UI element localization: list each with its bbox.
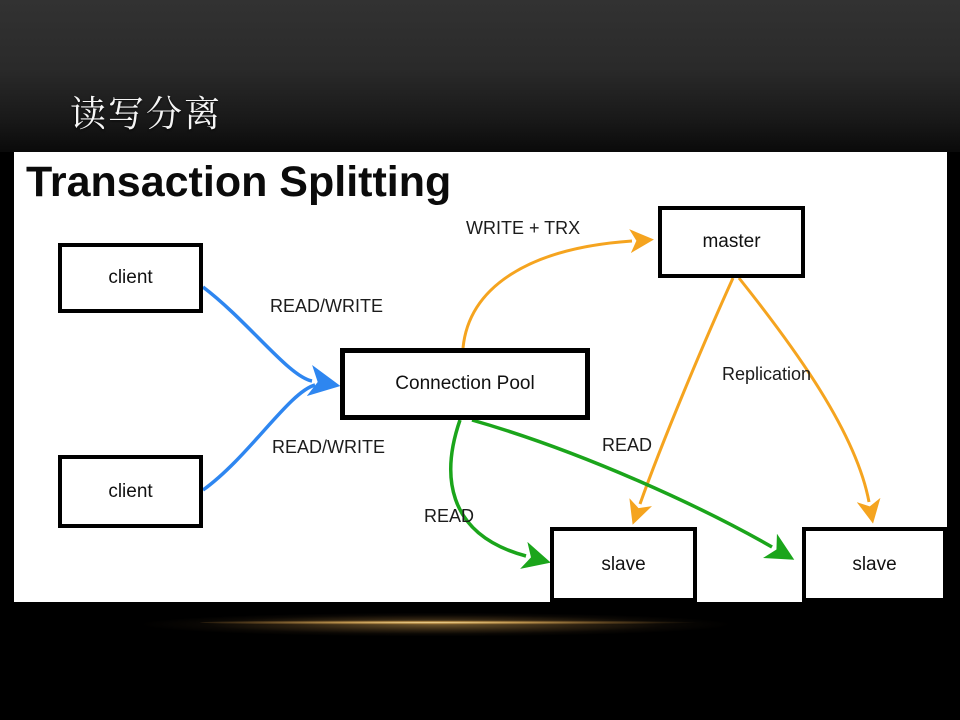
label-replication: Replication xyxy=(722,364,812,384)
edge-master-to-slave-right xyxy=(739,278,869,502)
node-client-bottom xyxy=(58,455,203,528)
diagram-title: Transaction Splitting xyxy=(26,158,452,206)
label-read-write-top: READ/WRITE xyxy=(270,296,384,316)
edge-pool-to-master xyxy=(463,241,632,348)
label-read-right: READ xyxy=(602,435,653,455)
node-slave-right xyxy=(802,527,947,602)
label-read-left: READ xyxy=(424,506,475,526)
node-slave-right-label: slave xyxy=(852,553,897,575)
node-client-top-label: client xyxy=(108,267,153,288)
node-slave-left-label: slave xyxy=(601,553,646,575)
node-slave-left xyxy=(550,527,697,602)
label-read-write-bottom: READ/WRITE xyxy=(272,437,386,457)
label-write-trx: WRITE + TRX xyxy=(466,218,581,238)
bottom-glow-line xyxy=(200,620,780,625)
slide-title: 读写分离 xyxy=(70,93,223,134)
node-master xyxy=(658,206,805,278)
edge-pool-to-slave-left xyxy=(451,420,526,556)
node-client-top xyxy=(58,243,203,313)
diagram-panel xyxy=(14,152,947,602)
node-client-bottom-label: client xyxy=(108,480,153,502)
node-connection-pool-label: Connection Pool xyxy=(395,373,535,394)
edge-master-to-slave-left xyxy=(640,278,733,504)
node-connection-pool xyxy=(340,348,590,420)
node-master-label: master xyxy=(702,231,761,252)
